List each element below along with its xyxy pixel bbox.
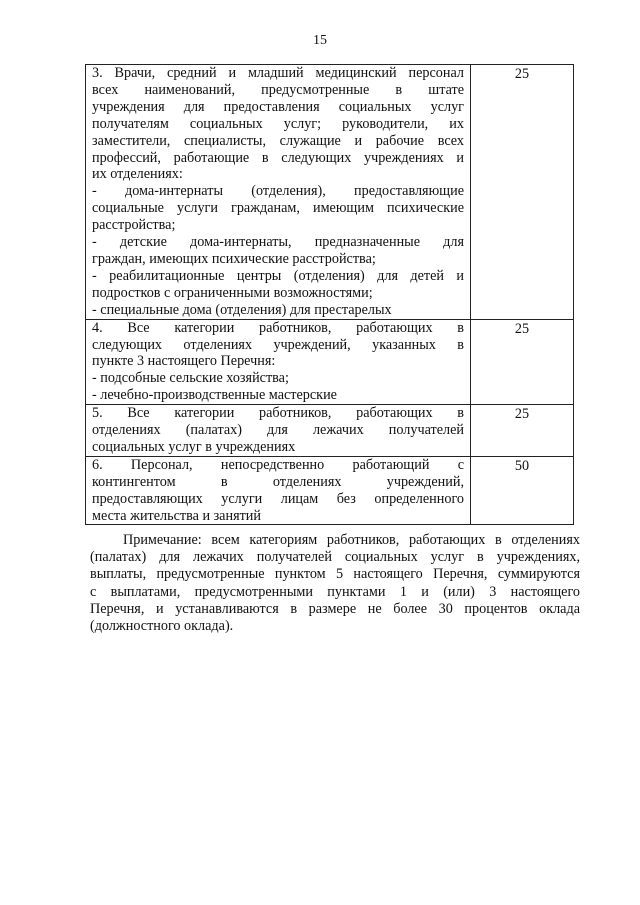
note-line: (должностного оклада). bbox=[90, 618, 234, 635]
page-number: 15 bbox=[313, 33, 327, 48]
note-line: с выплатами, предусмотренными пунктами 1 и (или) 3 настоящего bbox=[90, 583, 580, 600]
note-line: Перечня, и устанавливаются в размере не более 30 процентов оклада bbox=[90, 600, 580, 617]
text-line: - дома-интернаты (отделения), предоставляющие bbox=[92, 183, 464, 200]
text-line: - детские дома-интернаты, предназначенные для bbox=[92, 234, 464, 251]
row-description bbox=[86, 319, 471, 405]
row-value: 25 bbox=[471, 319, 574, 405]
text-line: всех наименований, предусмотренные в штате bbox=[92, 81, 464, 98]
text-line: - подсобные сельские хозяйства; bbox=[92, 370, 289, 387]
text-line: подростков с ограниченными возможностями; bbox=[92, 284, 373, 301]
text-line: социальные услуги гражданам, имеющим психические bbox=[92, 200, 464, 217]
text-line: 5. Все категории работников, работающих в bbox=[92, 405, 464, 422]
text-line: отделениях (палатах) для лежачих получателей bbox=[92, 422, 464, 439]
text-line: контингентом в отделениях учреждений, bbox=[92, 473, 464, 490]
note-line: Примечание: всем категориям работников, работающих в отделениях bbox=[123, 532, 580, 548]
text-line: - реабилитационные центры (отделения) для детей и bbox=[92, 267, 464, 284]
text-line: социальных услуг в учреждениях bbox=[92, 438, 296, 455]
row-description bbox=[86, 456, 471, 525]
text-line: заместители, специалисты, служащие и рабочие всех bbox=[92, 132, 464, 149]
text-line: профессий, работающие в следующих учреждениях и bbox=[92, 149, 464, 166]
text-line: граждан, имеющих психические расстройства; bbox=[92, 250, 376, 267]
table-row bbox=[86, 65, 574, 320]
allowance-table bbox=[85, 64, 574, 525]
row-value: 50 bbox=[471, 456, 574, 525]
text-line: - лечебно-производственные мастерские bbox=[92, 387, 337, 404]
note-line: выплаты, предусмотренные пунктом 5 настоящего Перечня, суммируются bbox=[90, 566, 580, 583]
note-line: (палатах) для лежачих получателей социальных услуг в учреждениях, bbox=[90, 549, 580, 566]
row-description bbox=[86, 65, 471, 320]
row-description bbox=[86, 405, 471, 457]
row-value: 25 bbox=[471, 65, 574, 320]
text-line: места жительства и занятий bbox=[92, 507, 261, 524]
text-line: учреждения для предоставления социальных услуг bbox=[92, 98, 464, 115]
table-row bbox=[86, 456, 574, 525]
text-line: 6. Персонал, непосредственно работающий с bbox=[92, 456, 464, 473]
text-line: 3. Врачи, средний и младший медицинский персонал bbox=[92, 65, 464, 81]
text-line: пункте 3 настоящего Перечня: bbox=[92, 353, 276, 370]
text-line: получателям социальных услуг; руководители, их bbox=[92, 115, 464, 132]
row-value: 25 bbox=[471, 405, 574, 457]
table-row bbox=[86, 319, 574, 405]
text-line: - специальные дома (отделения) для престарелых bbox=[92, 301, 392, 318]
text-line: их отделениях: bbox=[92, 166, 183, 183]
text-line: 4. Все категории работников, работающих в bbox=[92, 319, 464, 336]
text-line: предоставляющих услуги лицам без определенного bbox=[92, 490, 464, 507]
table-row bbox=[86, 405, 574, 457]
text-line: расстройства; bbox=[92, 217, 176, 234]
note-paragraph bbox=[90, 532, 580, 635]
text-line: следующих отделениях учреждений, указанных в bbox=[92, 336, 464, 353]
